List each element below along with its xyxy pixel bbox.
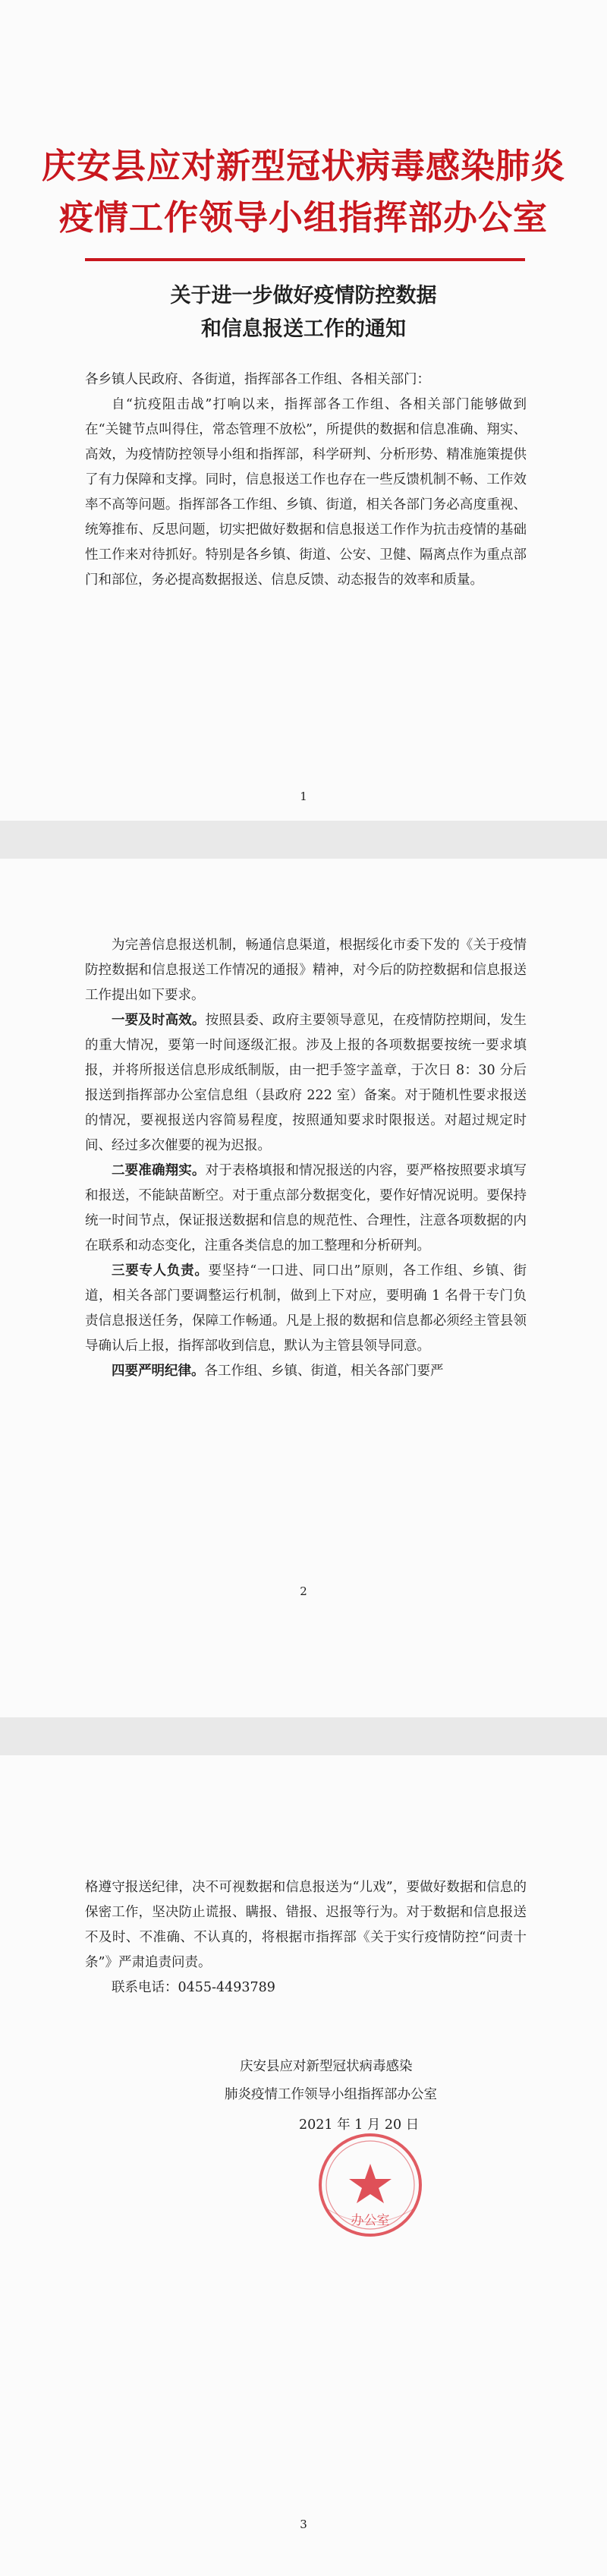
seal-text: 办公室 xyxy=(351,2213,390,2228)
requirement-2-text: 对于表格填报和情况报送的内容，要严格按照要求填写和报送，不能缺苗断空。对于重点部分数据变化，要作好情况说明。要保持统一时间节点，保证报送数据和信息的规范性、合理性，注意各项数据的内在联系和动态变化，注重各类信息的加工整理和分析研判。 xyxy=(85,1163,527,1253)
masthead-line-2: 疫情工作领导小组指挥部办公室 xyxy=(58,197,548,238)
requirement-2-heading: 二要准确翔实。 xyxy=(112,1163,206,1178)
requirement-4-text-start: 各工作组、乡镇、街道，相关各部门要严 xyxy=(204,1364,444,1379)
page-2-body xyxy=(85,933,527,1384)
page-number-2: 2 xyxy=(300,1584,307,1598)
masthead-red-rule xyxy=(85,258,525,261)
requirement-3-heading: 三要专人负责。 xyxy=(112,1263,209,1279)
requirement-2 xyxy=(85,1159,527,1259)
requirement-4-heading: 四要严明纪律。 xyxy=(112,1364,205,1379)
page-number-3: 3 xyxy=(300,2518,307,2531)
document-title-line-1: 关于进一步做好疫情防控数据 xyxy=(170,284,437,307)
paragraph-purpose: 为完善信息报送机制，畅通信息渠道，根据绥化市委下发的《关于疫情防控数据和信息报送工作情况的通报》精神，对今后的防控数据和信息报送工作提出如下要求。 xyxy=(85,938,527,1003)
contact-phone: 联系电话：0455-4493789 xyxy=(112,1980,275,1995)
paragraph-background: 自“抗疫阻击战”打响以来，指挥部各工作组、各相关部门能够做到在“关键节点叫得住，常态管理不放松”，所提供的数据和信息准确、翔实、高效，为疫情防控领导小组和指挥部，科学研判、分析形势、精准施策提供了有力保障和支撑。同时，信息报送工作也存在一些反馈机制不畅、工作效率不高等问题。指挥部各工作组、乡镇、街道，相关各部门务必高度重视、统筹推布、反思问题，切实把做好数据和信息报送工作作为抗击疫情的基础性工作来对待抓好。特别是各乡镇、街道、公安、卫健、隔离点作为重点部门和部位，务必提高数据报送、信息反馈、动态报告的效率和质量。 xyxy=(85,397,527,588)
requirement-3-text: 要坚持“一口进、同口出”原则，各工作组、乡镇、街道，相关各部门要调整运行机制，做到上下对应，要明确 1 名骨干专门负责信息报送任务，保障工作畅通。凡是上报的数据和信息都必须经主管县领导确认后上报，指挥部收到信息，默认为主管县领导同意。 xyxy=(85,1263,527,1354)
addressee-line: 各乡镇人民政府、各街道，指挥部各工作组、各相关部门： xyxy=(85,372,430,387)
requirement-1-text: 按照县委、政府主要领导意见，在疫情防控期间，发生的重大情况，要第一时间逐级汇报。涉及上报的各项数据要按统一要求填报，并将所报送信息形成纸制版，由一把手签字盖章，于次日 8：30 分后报送到指挥部办公室信息组（县政府 222 室）备案。对于随机性要求报送的情况，要视报送内容简易程度，按照通知要求时限报送。对超过规定时间、经过多次催要的视为迟报。 xyxy=(85,1013,527,1153)
signature-org-line-2: 肺炎疫情工作领导小组指挥部办公室 xyxy=(225,2087,437,2102)
official-seal-stamp xyxy=(294,2130,446,2282)
requirement-3 xyxy=(85,1259,527,1359)
requirement-4-text-continued: 格遵守报送纪律，决不可视数据和信息报送为“儿戏”，要做好数据和信息的保密工作，坚决防止谎报、瞒报、错报、迟报等行为。对于数据和信息报送不及时、不准确、不认真的，将根据市指挥部《关于实行疫情防控“问责十条”》严肃追责问责。 xyxy=(85,1880,527,1970)
document-page-2 xyxy=(0,859,607,1717)
page-number-1: 1 xyxy=(300,790,307,803)
page-3-body xyxy=(85,1875,527,2001)
signature-date: 2021 年 1 月 20 日 xyxy=(299,2117,420,2133)
page-1-body xyxy=(85,367,527,593)
requirement-1 xyxy=(85,1008,527,1159)
signature-org-line-1-text: 庆安县应对新型冠状病毒感染 xyxy=(240,2059,413,2074)
document-page-1 xyxy=(0,0,607,821)
requirement-1-heading: 一要及时高效。 xyxy=(112,1013,206,1028)
requirement-4 xyxy=(85,1359,527,1384)
document-title-line-2: 和信息报送工作的通知 xyxy=(201,317,406,341)
masthead-line-1: 庆安县应对新型冠状病毒感染肺炎 xyxy=(41,146,565,186)
